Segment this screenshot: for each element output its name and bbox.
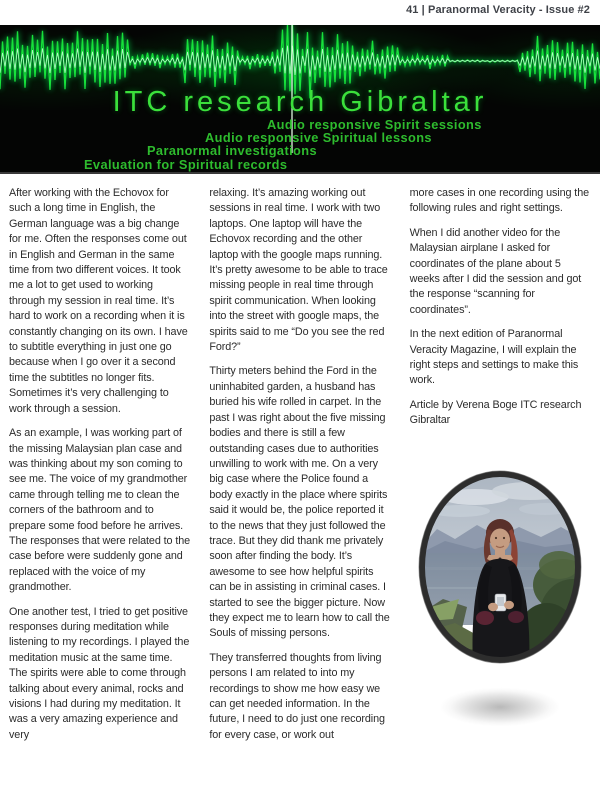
author-photo-block [410, 467, 591, 733]
paragraph: They transferred thoughts from living persons I am related to into my recordings to show me how easy we can get needed information. In the future, I need to do just one recording for every case, or work out [209, 651, 385, 741]
banner-subtitles [0, 118, 600, 171]
paragraph: Thirty meters behind the Ford in the uninhabited garden, a husband has buried his wife rolled in carpet. In the past I was right about the five missing bodies and there is still a few outstanding cases due to authorities unwilling to work with me. On a very big case where the Police found a body exactly in the place where spirits said it would be, the police reported it to the news that they just followed the trace. But they did thank me privately soon after finding the body. It’s awesome to see how helpful spirits can be in assisting in criminal cases. I started to see the bigger picture. Now they expect me to learn how to call the Souls of missing persons. [209, 365, 390, 640]
article-byline: Article by Verena Boge ITC research Gibraltar [409, 398, 582, 427]
banner-subtitle-line: Audio responsive Spirit sessions [267, 117, 482, 132]
banner-title: ITC research Gibraltar [112, 86, 488, 118]
banner-subtitle-line: Paranormal investigations [147, 143, 318, 159]
article-column-2 [209, 186, 390, 752]
article-column-1 [9, 186, 190, 752]
page-header-label: 41 | Paranormal Veracity - Issue #2 [406, 4, 590, 16]
author-photo [415, 467, 585, 667]
paragraph: After working with the Echovox for such a long time in English, the German language was a big change for me. Often the responses come out in English and German in the same time from two different voices. It took me a lot to get used to working through my session in real time. It’s hard to work on a recording when it is constantly changing on its own. I have to subtitle everything in just one go because when I go over it a second time the subtitles no longer fits. Sometimes it’s very challenging to work through a session. [9, 187, 188, 415]
article-body [0, 186, 600, 752]
banner [0, 25, 600, 174]
article-column-3 [410, 186, 591, 752]
paragraph: more cases in one recording using the following rules and right settings. [409, 187, 590, 215]
banner-subtitle-line: Evaluation for Spiritual records [84, 156, 288, 172]
paragraph: In the next edition of Paranormal Veracity Magazine, I will explain the right steps and settings to make this work. [409, 328, 579, 387]
paragraph: When I did another video for the Malaysian airplane I asked for coordinates of the plane about 5 weeks after I did the session and got the response “scanning for coordinates”. [409, 226, 582, 316]
photo-drop-shadow [420, 681, 580, 733]
banner-subtitle-line: Audio responsive Spiritual lessons [205, 130, 432, 146]
paragraph: As an example, I was working part of the missing Malaysian plan case and was thinking about my son coming to see me. The voice of my grandmother came through telling me to clean the corners of the bathroom and to prepare some food before he arrives. The responses that were related to the case before were suddenly gone and replaced with the voice of my grandmother. [9, 427, 191, 594]
paragraph: One another test, I tried to get positive responses during meditation while listening to my recordings. I played the meditation music at the same time. The spirits were able to come through talking about every animal, rocks and visions I had during my meditation. It was a very amazing experience and very [9, 605, 190, 741]
paragraph: relaxing. It’s amazing working out sessions in real time. I work with two laptops. One laptop will have the Echovox recording and the other laptop with the google maps running. It’s pretty awesome to be able to trace missing people in real time through spirit communication. When looking into the street with google maps, the spirits said to me “Do you see the red Ford?” [209, 187, 388, 354]
